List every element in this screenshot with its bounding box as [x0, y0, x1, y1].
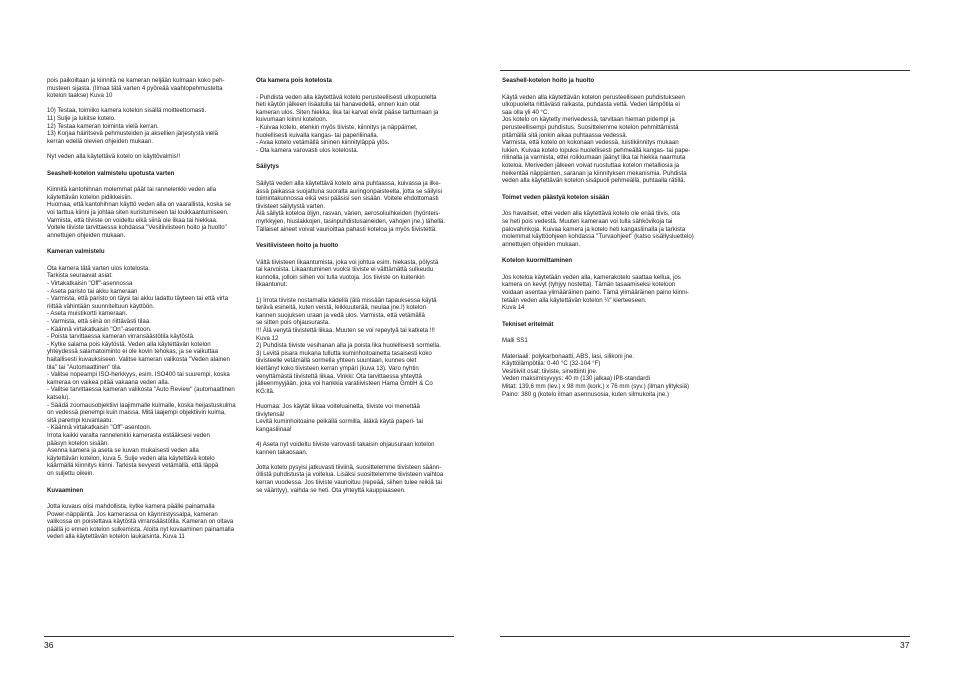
- body-paragraph: Jotta kotelo pysyisi jatkuvasti tiiviinä, suosittelemme tiivisteen säänn- öllistä puhdistusta ja voitelua. Lisäksi suosittelemme tiivisteen vaihtoa kerran vuodessa. Jos tiiviste vaurioituu (repeää, siihen tulee reikiä tai se vääntyy), vaihda se heti. Ota yhteyttä kauppiaaseen.: [256, 463, 444, 494]
- section-heading: Kameran valmistelu: [47, 248, 105, 256]
- body-paragraph: Ota kamera tätä varten ulos kotelosta. Tarkista seuraavat asiat: - Virtakatkaisin "Off"-asennossa - Aseta paristo tai akku kameraan - Varmista, että paristo on täysi tai akku ladattu täyteen tai että virta riittää vähintään suunniteltuun käyttöön. - Aseta muistikortti kameraan. - Varmista, että siinä on riittävästi tilaa. - Käännä virtakatkaisin "On"-asentoon. - Poista tarvittaessa kameran virransäästötila käytöstä. - Kytke salama pois käytöstä. Veden alla käytettävän kotelon yhteydessä salamatoiminto ei ole kovin tehokas, ja se vaikuttaa haitallisesti kuvauksiseen. Valitse kameran valikosta "Veden alainen tila" tai "Automaattinen" tila. - Valitse nopeampi ISO-herkkyys, esim. ISO400 tai suurempi, koska kameraa on vaikea pitää vakaana veden alla. - Valitse tarvittaessa kameran valikosta "Auto Review" (automaattinen katselu). - Säädä zoomausobjektiivi laajimmalle kulmalle, koska heijastuskulma on vedessä pienempi kuin maissa. Mitä laajempi objektiivin kulma, sitä parempi kuvanlaatu. - Käännä virtakatkaisin "Off"-asentoon. Irrota kaikki varalta rannelenkki kamerasta estääksesi veden pääsyn kotelon sisään. Asenna kamera ja aseta se kuvan mukaisesti veden alla käytettävän kotelon, kuva 5. Sulje veden alla käytettävä kotelo käärmällä kiinnitys kiinni. Tarkista kevyesti vetämällä, että läppä on suljettu oikein.: [47, 264, 236, 477]
- section-heading: Vesitiivisteen hoito ja huolto: [256, 242, 339, 250]
- body-paragraph: Käytä veden alla käytettävän kotelon perusteelliseen puhdistukseen ulkopuolelta riittävästi raikasta, puhdasta vettä. Veden lämpötila ei saa olla yli 40 °C. Jos kotelo on käytetty merivedessä, tarvitaan hieman pidempi ja perusteellisempi puhdistus. Suosittelemme kotelon pehmittämistä pitämällä sitä jonkin aikaa puhtaassa vedessä. Varmista, että kotelo on kokonaan vedessä, luistikiinnitys mukaan lukien. Kuivaa kotelo lopuksi huolellisesti pehmeällä kangas- tai pape- riliinalla ja varmista, ettei roikkumaan jäänyt lika tai hiekka naarmuta koteloa. Meriveden jälkeen voivat ruostuttaa kotelon metalliosia ja heikentää näppäinten, saranan ja kiinnityksen mekanismia. Puhdista veden alla käytettävän kotelon sisäpuoli pehmeällä, puhtaalla rätillä.: [502, 93, 691, 185]
- body-paragraph: Nyt veden alla käytettävä kotelo on käyttövalmis!!: [47, 152, 181, 160]
- section-heading: Seashell-kotelon valmistelu upotusta varten: [47, 169, 175, 177]
- body-paragraph: - Puhdista veden alla käytettävä kotelo perusteellisesti ulkopuolelta heti käytön jälkeen lisäatulla tai hanavedellä, ennen kuin otat kameran ulos. Siten hiekka, lika tai karvat eivät pääse tarttumaan ja kuivumaan kiinni koteloon. - Kuivaa kotelo, etenkin myös tiiviste, kiinnitys ja näppäimet, huolellisesti kuivalla kangas- tai paperiliinalla. - Avaa kotelo vetämällä sininen kiinnityläppä ylös. - Ota kamera varovasti ulos kotelosta.: [256, 93, 439, 154]
- right-page-number: 37: [900, 640, 910, 650]
- left-page-number: 36: [44, 640, 54, 650]
- body-paragraph: Huomaa: Jos käytät liikaa voiteluainetta, tiiviste voi menettää tiiviytensä! Levitä kuminhoitoaine pelkällä sormilla, äläkä käytä paperi- tai kangasliinaa!: [256, 402, 423, 433]
- section-heading: Kuvaaminen: [47, 486, 84, 494]
- body-paragraph: 10) Testaa, toimiiko kamera kotelon sisällä moitteettomasti. 11) Sulje ja lukitse kotelo. 12) Testaa kameran toiminta vielä kerran. 13) Korjaa häiritsevä pehmusteiden ja aksellien järjestystä vielä kerran edellä olevien ohjeiden mukaan.: [47, 107, 219, 145]
- body-paragraph: Kiinnitä kantohihnan molemmat päät tai rannelenkki veden alla käytettävän kotelon pidikkeisiin. Huomaa, että kantohihnan käyttö veden alla on vaarallista, koska se voi tarttua kiinni ja johtaa siten kuristumiseen tai loukkaantumiseen. Varmista, että tiiviste on voideltu eikä siinä ole likaa tai hiekkaa. Voitele tiiviste tarvittaessa kohdassa "Vesitiiviisteen hoito ja huolto" annettujen ohjeiden mukaan.: [47, 186, 231, 239]
- body-paragraph: Vältä tiivisteen likaantumista, joka voi johtua esim. hiekasta, pölystä tai karvoista. Likaantuminen vuoksi tiiviste ei välttämättä sulkeudu kunnolla, jolloin siihen voi tulla vuotoja. Jos tiiviste on kuitenkin likaantunut:: [256, 258, 439, 289]
- body-paragraph: 4) Aseta nyt voideltu tiiviste varovasti takaisin ohjausuraan kotelon kannen takaosaan.: [256, 440, 435, 456]
- body-paragraph: 1) Irrota tiiviste nostamalla kädellä (älä missään tapauksessa käytä terävä esineitä, kuten veistä, leikkuuterää, neulaa jne.!) kotelon kannen suojuksen uraan ja vedä ulos. Varmista, että vetämällä se sitten pois ohjausurasta. !!! Älä venytä tiivistettä liikaa. Muuten se voi repeytyä tai katketa !!! Kuva 12 2) Puhdista tiiviste vesihanan alla ja poista lika huolellisesti sormella. 3) Levitä pisara mukana tullutta kuminhoitoainetta tasaisesti koko tiivisteelle vetämällä sormella yhteen suuntaan, kunnes olet kiertänyt koko tiivisteen kerran ympäri (kuva 13). Varo nyhtin venyttämästä tiivistettä liikaa. Vinkki: Ota tarvittaessa yhteyttä jälleenmyyjään, joka voi hankkia varatiivisteen Hama GmbH & Co KG:ltä.: [256, 296, 441, 395]
- left-page-column-2: [256, 77, 456, 537]
- body-paragraph: Malli SS1: [502, 337, 528, 345]
- body-paragraph: pois paikoiltaan ja kiinnitä ne kameran neljään kulmaan koko peh- musteen sijasta. (Ilmaa tätä varten 4 pyöreää vaahtopehmustetta kotelon taakse) Kuva 10: [47, 77, 225, 100]
- section-heading: Seashell-kotelon hoito ja huolto: [502, 77, 595, 84]
- section-heading: Toimet veden päästyä kotelon sisään: [502, 193, 610, 201]
- body-paragraph: Jos havaitset, ettei veden alla käytettävä kotelo ole enää tiivis, ota se heti pois vedestä. Muuten kameraan voi tulla sähkövikoja tai palovahinkoja. Kuivaa kamera ja kotelo heti kangasliinalla ja tarkista molemmat käyttöohjeen kohdassa "Turvaohjeet" (katso sisällysluettelo) annettujen ohjeiden mukaan.: [502, 210, 694, 248]
- right-page-header-rule: [500, 70, 910, 71]
- body-paragraph: Materiaali: polykarbonaatti, ABS, lasi, silikoni jne. Käyttölämpötila: 0-40 °C (32-104 °F) Vesitiiviit osat: tiiviste, sinettiinti jne. Veden maksimisyvyys: 40 m (130 jalkaa) IP8-standardi Mitat: 139,6 mm (lev.) x 98 mm (kork.) x 76 mm (syv.) (ilman ylityksiä) Paino: 380 g (kotelo ilman asennusosia, kuten silmukoita jne.): [502, 352, 690, 398]
- section-heading: Ota kamera pois kotelosta: [256, 77, 332, 84]
- body-paragraph: Jotta kuvaus olisi mahdollista, kytke kamera päälle painamalla Power-näppäintä. Jos kamerassa on käynnistyssalpa, kameran valikossa on poistettava käytöstä virransäästötila. Kameran on oltava päällä jo ennen kotelon sulkemista. Aloita nyt kuvaaminen painamalla veden alla käytettävän kotelon laukaisinta. Kuva 11: [47, 503, 234, 541]
- body-paragraph: Jos koteloa käytetään veden alla, kamerakotelo saattaa kellua, jos kamera on kevyt (tyhjyy nostetta). Tämän tasaamiseksi koteloon voidaan asentaa ylimääräinen paino. Tämä ylimääräinen paino kiinni- tetään veden alla käytettävän kotelon ¼" kierteeseen. Kuva 14: [502, 273, 689, 312]
- section-heading: Säilytys: [256, 163, 280, 171]
- right-page-footer-rule: [500, 636, 910, 637]
- left-page-column-1: [47, 77, 247, 597]
- section-heading: Tekniset eritelmät: [502, 320, 554, 328]
- left-page-footer-rule: [44, 636, 454, 637]
- body-paragraph: Säilytä veden alla käytettävä kotelo aina puhtaassa, kuivassa ja ilke- ässä paikassa suojattuna suoralta auringonpaisteelta, jotta se säilyisi toimintakunnossa eikä vesi pääsisi sen sisään. Voitele ehdottomasti tiivisteet säilytystä varten. Älä säilytä koteloa öljyn, rasvan, värien, aerosoliuihkeiden (hyönteis- myrkkyjen, hiuslakkojen, tasinpuhdistusaineiden, vahojen jne.) lähellä. Tällaiset aineet voivat vaurioittaa pahasti koteloa ja myös tiivistettä.: [256, 179, 446, 233]
- section-heading: Kotelon kuormittaminen: [502, 257, 573, 265]
- right-page-column-1: [502, 77, 710, 437]
